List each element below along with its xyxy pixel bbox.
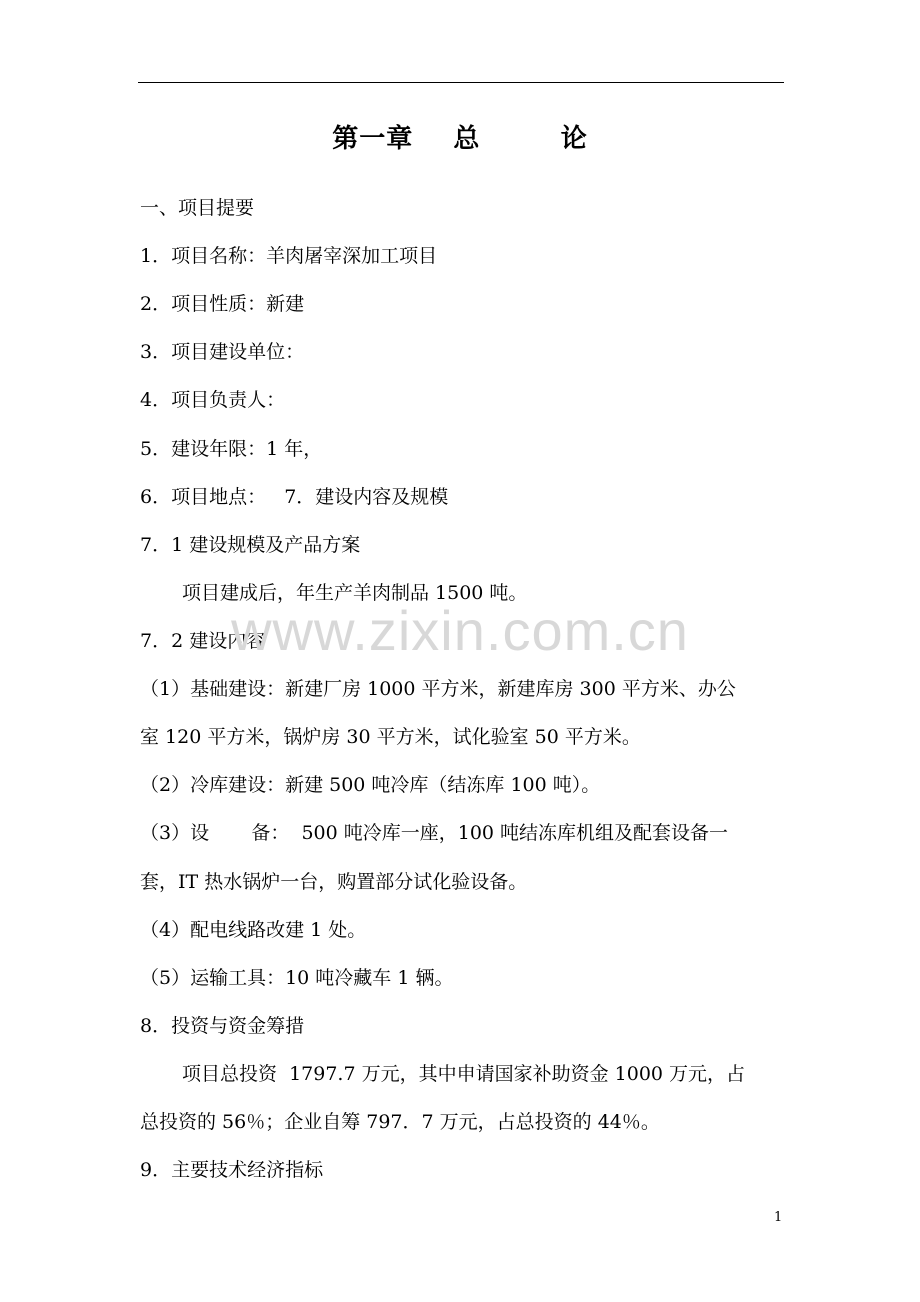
page-number: 1 [774, 1210, 783, 1225]
paragraph-line: 项目总投资 1797.7 万元，其中申请国家补助资金 1000 万元，占 [182, 1063, 746, 1085]
paragraph-line: 3．项目建设单位： [140, 341, 305, 363]
paragraph-line: 2．项目性质：新建 [140, 293, 305, 315]
subsection-heading: 7．1 建设规模及产品方案 [140, 534, 361, 556]
paragraph-line: 套，IT 热水锅炉一台，购置部分试化验设备。 [140, 871, 528, 893]
paragraph-line: 总投资的 56％；企业自筹 797．7 万元，占总投资的 44％。 [140, 1111, 660, 1133]
paragraph-line: （1）基础建设：新建厂房 1000 平方米，新建库房 300 平方米、办公 [140, 678, 736, 700]
paragraph-line: （2）冷库建设：新建 500 吨冷库（结冻库 100 吨）。 [140, 774, 601, 796]
paragraph-line: 6．项目地点： 7．建设内容及规模 [140, 486, 449, 508]
paragraph-line: 项目建成后，年生产羊肉制品 1500 吨。 [182, 582, 528, 604]
paragraph-line: 室 120 平方米，锅炉房 30 平方米，试化验室 50 平方米。 [140, 726, 641, 748]
chapter-title: 第一章 总 论 [332, 124, 588, 154]
paragraph-line: （3）设 备： 500 吨冷库一座，100 吨结冻库机组及配套设备一 [140, 822, 729, 844]
subsection-heading: 7．2 建设内容 [140, 630, 266, 652]
section-heading: 一、项目提要 [140, 197, 255, 219]
paragraph-line: 5．建设年限：1 年， [140, 438, 323, 460]
watermark: www.zixin.com.cn [231, 599, 689, 662]
paragraph-line: （4）配电线路改建 1 处。 [140, 919, 367, 941]
paragraph-line: 1．项目名称：羊肉屠宰深加工项目 [140, 245, 438, 267]
paragraph-line: （5）运输工具：10 吨冷藏车 1 辆。 [140, 967, 454, 989]
section-heading: 8．投资与资金筹措 [140, 1015, 305, 1037]
section-heading: 9．主要技术经济指标 [140, 1159, 324, 1181]
paragraph-line: 4．项目负责人： [140, 389, 286, 411]
header-rule [138, 82, 784, 83]
